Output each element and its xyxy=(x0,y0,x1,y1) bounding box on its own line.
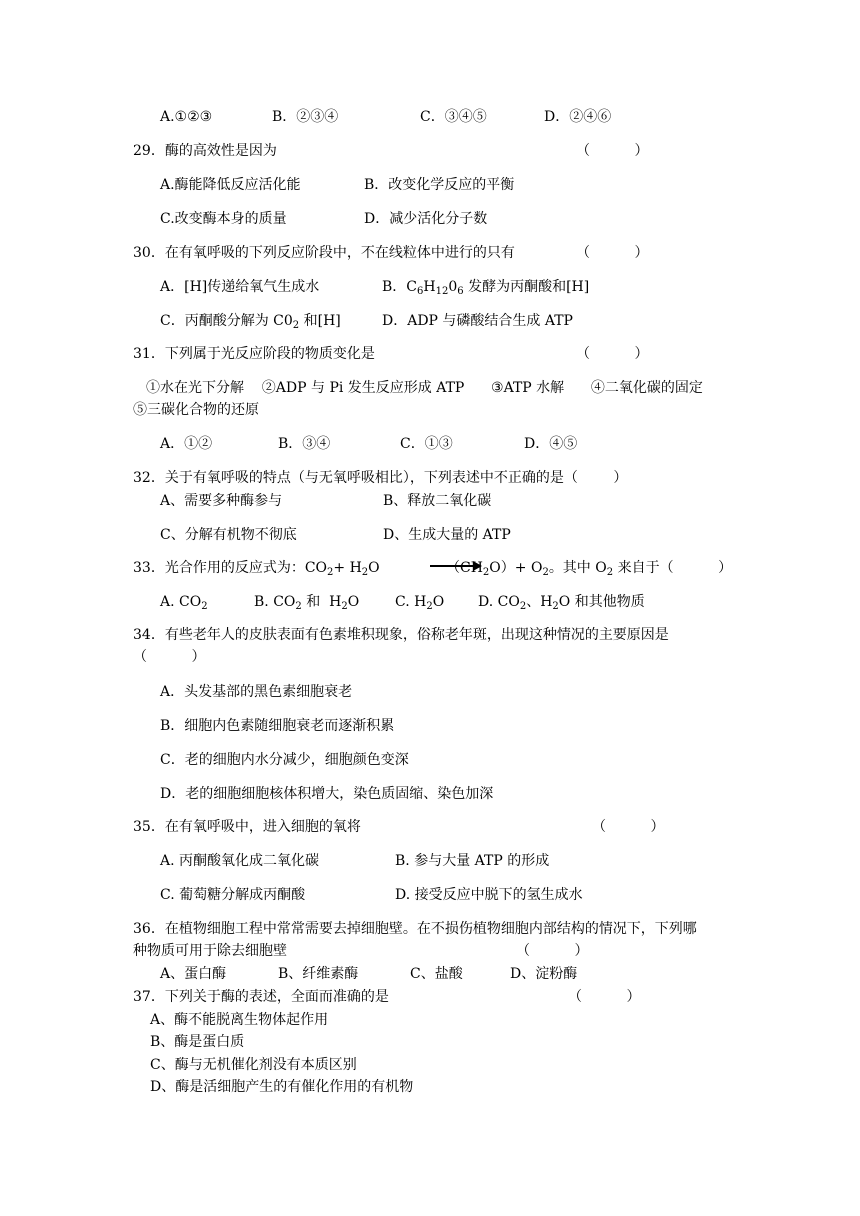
q37-option-c: C、酶与无机催化剂没有本质区别 xyxy=(150,1057,357,1073)
q30-answer-paren: （ ） xyxy=(576,245,649,261)
q35-option-a: A. 丙酮酸氧化成二氧化碳 xyxy=(160,853,320,869)
q34-option-a: A．头发基部的黑色素细胞衰老 xyxy=(160,684,353,700)
q32-option-c: C、分解有机物不彻底 xyxy=(160,527,297,543)
q32-stem: 32．关于有氧呼吸的特点（与无氧呼吸相比），下列表述中不正确的是（ ） xyxy=(133,470,628,486)
q29-answer-paren: （ ） xyxy=(576,143,649,159)
q33-option-c: C. $H_2O$ xyxy=(395,594,445,612)
q37-answer-paren: （ ） xyxy=(568,989,641,1005)
q29-option-d: D．减少活化分子数 xyxy=(364,211,488,227)
q33-products: $(CH_2O)+ O_2$。其中 $O_2$ 来自于（ ） xyxy=(446,560,733,578)
q37-stem: 37．下列关于酶的表述，全面而准确的是 xyxy=(133,989,389,1005)
q29-option-c: C.改变酶本身的质量 xyxy=(160,211,287,227)
q31-option-a: A．①② xyxy=(160,436,213,452)
q29-option-b: B．改变化学反应的平衡 xyxy=(364,177,515,193)
q37-option-d: D、酶是活细胞产生的有催化作用的有机物 xyxy=(150,1079,414,1095)
q28-option-d: D．②④⑥ xyxy=(544,109,612,125)
q31-option-b: B．③④ xyxy=(278,436,331,452)
q29-option-a: A.酶能降低反应活化能 xyxy=(160,177,301,193)
q36-stem-line1: 36．在植物细胞工程中常常需要去掉细胞壁。在不损伤植物细胞内部结构的情况下，下列哪 xyxy=(133,921,697,937)
q31-option-d: D．④⑤ xyxy=(524,436,578,452)
q31-items-line2: ⑤三碳化合物的还原 xyxy=(133,402,259,418)
q31-option-c: C．①③ xyxy=(400,436,453,452)
q33-option-a: A. $CO_2$ xyxy=(160,594,208,612)
q34-stem-line1: 34．有些老年人的皮肤表面有色素堆积现象，俗称老年斑，出现这种情况的主要原因是 xyxy=(133,627,669,643)
q35-option-b: B. 参与大量 ATP 的形成 xyxy=(395,853,550,869)
q36-stem-line2: 种物质可用于除去细胞壁 xyxy=(133,943,287,959)
q32-option-d: D、生成大量的 ATP xyxy=(383,527,511,543)
q34-option-b: B．细胞内色素随细胞衰老而逐渐积累 xyxy=(160,718,395,734)
q28-option-a: A.①②③ xyxy=(160,109,213,125)
q36-option-b: B、纤维素酶 xyxy=(278,966,359,982)
q32-option-b: B、释放二氧化碳 xyxy=(383,493,492,509)
q30-stem: 30．在有氧呼吸的下列反应阶段中，不在线粒体中进行的只有 xyxy=(133,245,515,261)
q29-stem: 29．酶的高效性是因为 xyxy=(133,143,277,159)
q30-option-c: C．丙酮酸分解为 $C0_2$ 和[H] xyxy=(160,313,341,331)
q31-answer-paren: （ ） xyxy=(576,346,649,362)
q36-option-a: A、蛋白酶 xyxy=(160,966,227,982)
q34-option-c: C．老的细胞内水分减少，细胞颜色变深 xyxy=(160,752,409,768)
q37-option-a: A、酶不能脱离生物体起作用 xyxy=(150,1012,329,1028)
q33-stem: 33．光合作用的反应式为：$CO_2+ H_2O$ xyxy=(133,560,380,578)
q36-answer-paren: （ ） xyxy=(516,943,589,959)
q36-option-c: C、盐酸 xyxy=(410,966,463,982)
q31-stem: 31．下列属于光反应阶段的物质变化是 xyxy=(133,346,375,362)
q35-option-c: C. 葡萄糖分解成丙酮酸 xyxy=(160,887,306,903)
q30-option-a: A．[H]传递给氧气生成水 xyxy=(160,279,320,295)
q36-option-d: D、淀粉酶 xyxy=(510,966,578,982)
q30-option-d: D．ADP 与磷酸结合生成 ATP xyxy=(382,313,573,329)
q32-option-a: A、需要多种酶参与 xyxy=(160,493,283,509)
q31-items-line1: ①水在光下分解 ②ADP 与 Pi 发生反应形成 ATP ③ATP 水解 ④二氧化碳的固定 xyxy=(146,380,703,396)
q30-option-b: B．$C_6H_{12}0_6$ 发酵为丙酮酸和[H] xyxy=(382,279,590,297)
q35-answer-paren: （ ） xyxy=(592,819,665,835)
q34-answer-paren: （ ） xyxy=(133,649,206,665)
q33-option-d: D. $CO_2$、$H_2O$ 和其他物质 xyxy=(478,594,645,612)
q35-stem: 35．在有氧呼吸中，进入细胞的氧将 xyxy=(133,819,361,835)
q33-option-b: B. $CO_2$ 和 $H_2O$ xyxy=(254,594,360,612)
q37-option-b: B、酶是蛋白质 xyxy=(150,1034,245,1050)
q34-option-d: D．老的细胞细胞核体积增大，染色质固缩、染色加深 xyxy=(160,786,494,802)
q35-option-d: D. 接受反应中脱下的氢生成水 xyxy=(395,887,583,903)
q28-option-c: C．③④⑤ xyxy=(420,109,487,125)
q28-option-b: B．②③④ xyxy=(272,109,339,125)
